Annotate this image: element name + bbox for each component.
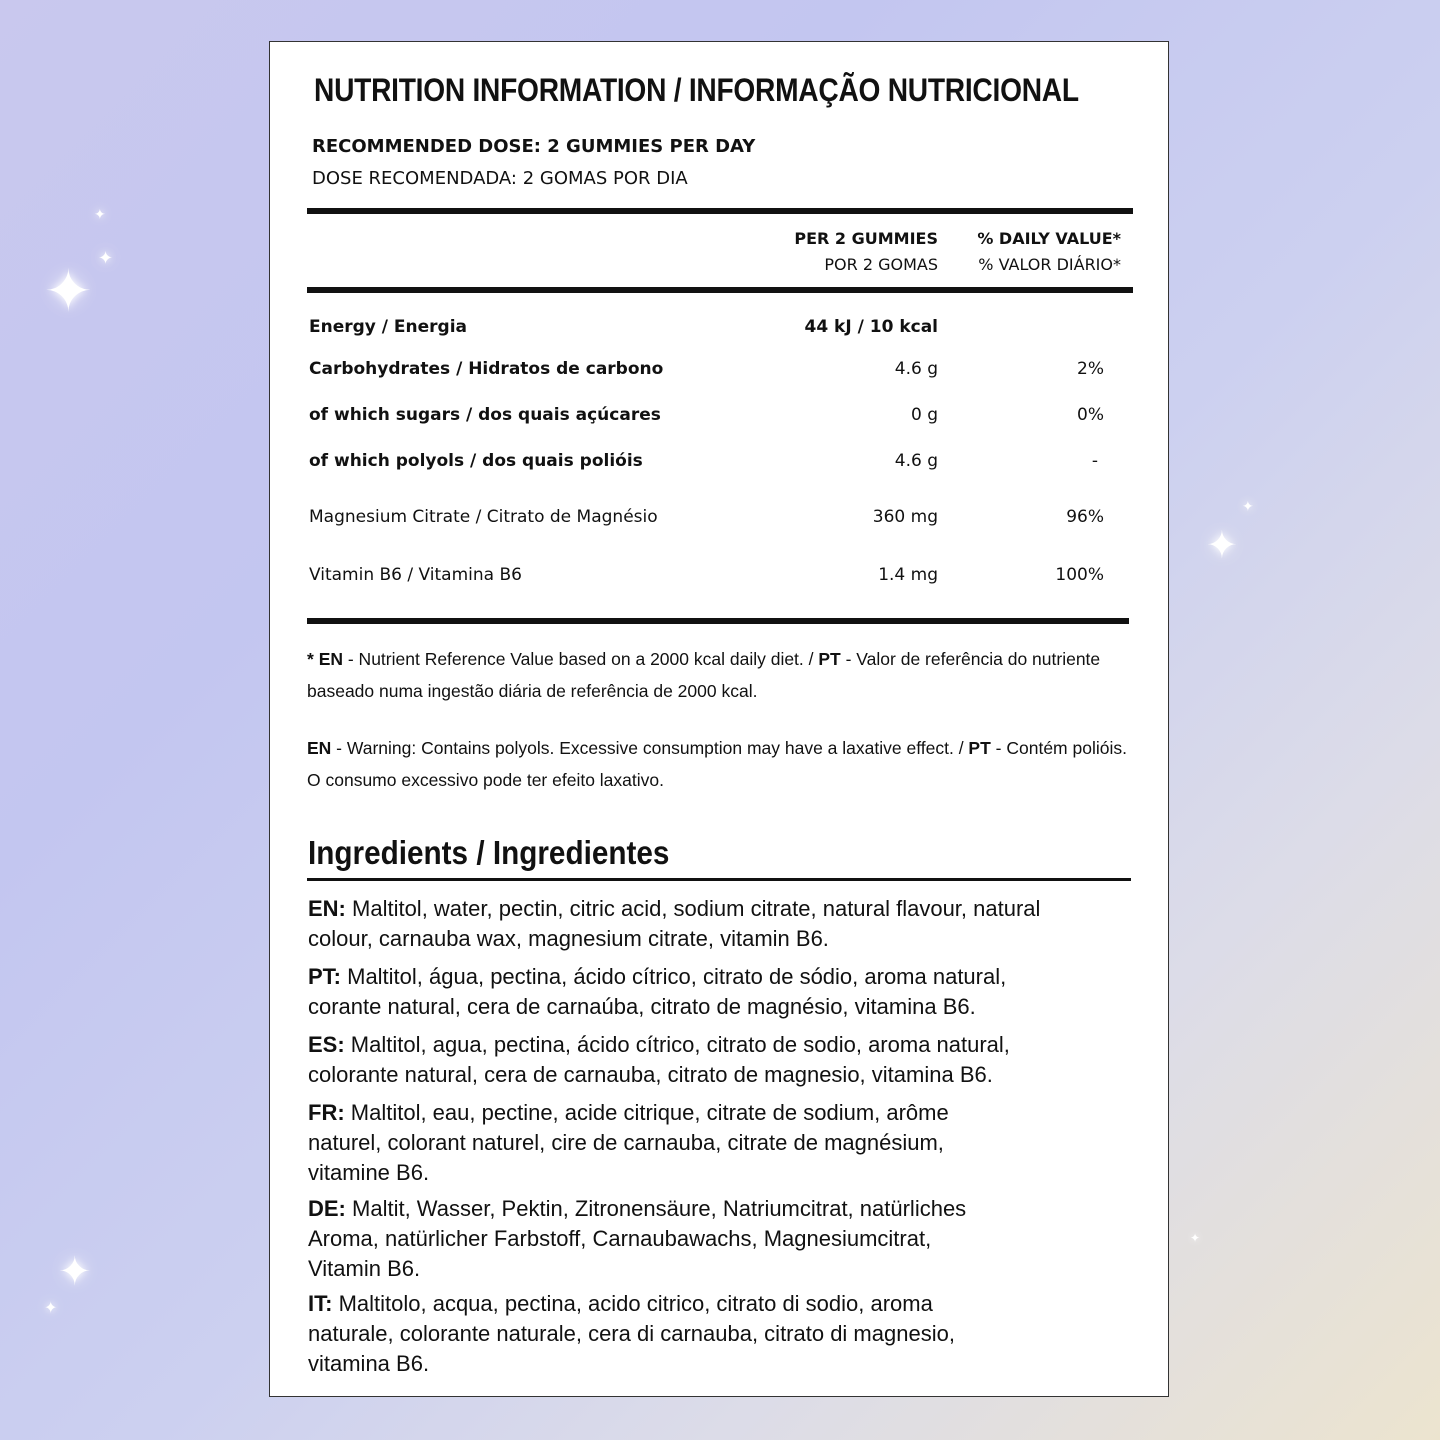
row-sugars-label: of which sugars / dos quais açúcares	[309, 405, 661, 425]
recommended-dose-en: RECOMMENDED DOSE: 2 GUMMIES PER DAY	[312, 136, 756, 157]
row-vitamin-b6-amount: 1.4 mg	[878, 565, 938, 585]
row-sugars-dv: 0%	[1077, 405, 1104, 425]
sparkle-icon: ✦	[58, 1249, 92, 1295]
ingredients-lang-tag: EN:	[308, 896, 346, 921]
sparkle-icon: ✦	[1190, 1231, 1201, 1245]
footnote-en-tag: EN	[318, 649, 343, 669]
row-magnesium-label: Magnesium Citrate / Citrato de Magnésio	[309, 507, 658, 527]
table-top-rule	[307, 208, 1133, 214]
sparkle-icon: ✦	[98, 248, 114, 269]
warning-pt-text: - Contém polióis. O consumo excessivo pode ter efeito laxativo.	[307, 738, 1127, 790]
sparkle-icon: ✦	[44, 1298, 58, 1317]
row-sugars-amount: 0 g	[910, 405, 938, 425]
ingredients-text: Maltitol, agua, pectina, ácido cítrico, citrato de sodio, aroma natural, colorante natural, cera de carnauba, citrato de magnesio, vitamina B6.	[308, 1032, 1010, 1087]
ingredients-lang-tag: FR:	[308, 1100, 345, 1125]
ingredients-fr	[308, 1098, 988, 1188]
sparkle-icon: ✦	[94, 207, 106, 223]
footnote-en-text: - Nutrient Reference Value based on a 2000 kcal daily diet. /	[343, 649, 819, 669]
row-vitamin-b6-dv: 100%	[1055, 565, 1104, 585]
page-title: NUTRITION INFORMATION / INFORMAÇÃO NUTRICIONAL	[314, 72, 1079, 108]
column-header-per-serving-en: PER 2 GUMMIES	[794, 229, 938, 248]
ingredients-de	[308, 1194, 988, 1284]
ingredients-lang-tag: IT:	[308, 1291, 333, 1316]
column-header-daily-value-pt: % VALOR DIÁRIO*	[978, 255, 1121, 274]
ingredients-text: Maltitol, água, pectina, ácido cítrico, citrato de sódio, aroma natural, corante natural, cera de carnaúba, citrato de magnésio, vitamina B6.	[308, 964, 1007, 1019]
daily-value-footnote	[307, 643, 1133, 707]
header-bottom-rule	[307, 287, 1133, 293]
ingredients-text: Maltit, Wasser, Pektin, Zitronensäure, Natriumcitrat, natürliches Aroma, natürlicher Farbstoff, Carnaubawachs, Magnesiumcitrat, Vitamin B6.	[308, 1196, 967, 1281]
ingredients-lang-tag: ES:	[308, 1032, 345, 1057]
recommended-dose-pt: DOSE RECOMENDADA: 2 GOMAS POR DIA	[312, 168, 688, 189]
warning-en-tag: EN	[307, 738, 332, 758]
warning-pt-tag: PT	[968, 738, 991, 758]
ingredients-lang-tag: DE:	[308, 1196, 346, 1221]
ingredients-it	[308, 1289, 988, 1379]
nutrition-label-panel	[269, 41, 1169, 1397]
polyol-warning	[307, 732, 1133, 796]
footnote-star: *	[307, 649, 319, 669]
row-carbohydrates-amount: 4.6 g	[894, 359, 938, 379]
warning-en-text: - Warning: Contains polyols. Excessive consumption may have a laxative effect. /	[331, 738, 969, 758]
sparkle-icon: ✦	[1206, 523, 1238, 567]
ingredients-pt	[308, 962, 1048, 1022]
ingredients-text: Maltitol, water, pectin, citric acid, sodium citrate, natural flavour, natural colour, carnauba wax, magnesium citrate, vitamin B6.	[308, 896, 1041, 951]
ingredients-rule	[307, 878, 1131, 881]
row-polyols-amount: 4.6 g	[894, 451, 938, 471]
row-energy-amount: 44 kJ / 10 kcal	[804, 317, 938, 337]
ingredients-text: Maltitol, eau, pectine, acide citrique, citrate de sodium, arôme naturel, colorant naturel, cire de carnauba, citrate de magnésium, vitamine B6.	[308, 1100, 949, 1185]
footnote-pt-text: - Valor de referência do nutriente baseado numa ingestão diária de referência de 2000 kcal.	[307, 649, 1101, 701]
ingredients-es	[308, 1030, 1048, 1090]
ingredients-lang-tag: PT:	[308, 964, 341, 989]
sparkle-icon: ✦	[1242, 499, 1254, 515]
ingredients-text: Maltitolo, acqua, pectina, acido citrico, citrato di sodio, aroma naturale, colorante naturale, cera di carnauba, citrato di magnesio, vitamina B6.	[308, 1291, 955, 1376]
row-polyols-label: of which polyols / dos quais polióis	[309, 451, 643, 471]
row-carbohydrates-dv: 2%	[1077, 359, 1104, 379]
column-header-daily-value-en: % DAILY VALUE*	[977, 229, 1121, 248]
ingredients-title: Ingredients / Ingredientes	[308, 834, 670, 871]
sparkle-icon: ✦	[44, 257, 93, 325]
footnote-pt-tag: PT	[818, 649, 841, 669]
column-header-per-serving-pt: POR 2 GOMAS	[824, 255, 938, 274]
row-carbohydrates-label: Carbohydrates / Hidratos de carbono	[309, 359, 664, 379]
ingredients-en	[308, 894, 1048, 954]
row-magnesium-dv: 96%	[1066, 507, 1104, 527]
row-polyols-dv: -	[1091, 451, 1098, 471]
row-energy-label: Energy / Energia	[309, 317, 468, 337]
table-bottom-rule	[307, 618, 1129, 624]
row-vitamin-b6-label: Vitamin B6 / Vitamina B6	[309, 565, 522, 585]
row-magnesium-amount: 360 mg	[872, 507, 938, 527]
